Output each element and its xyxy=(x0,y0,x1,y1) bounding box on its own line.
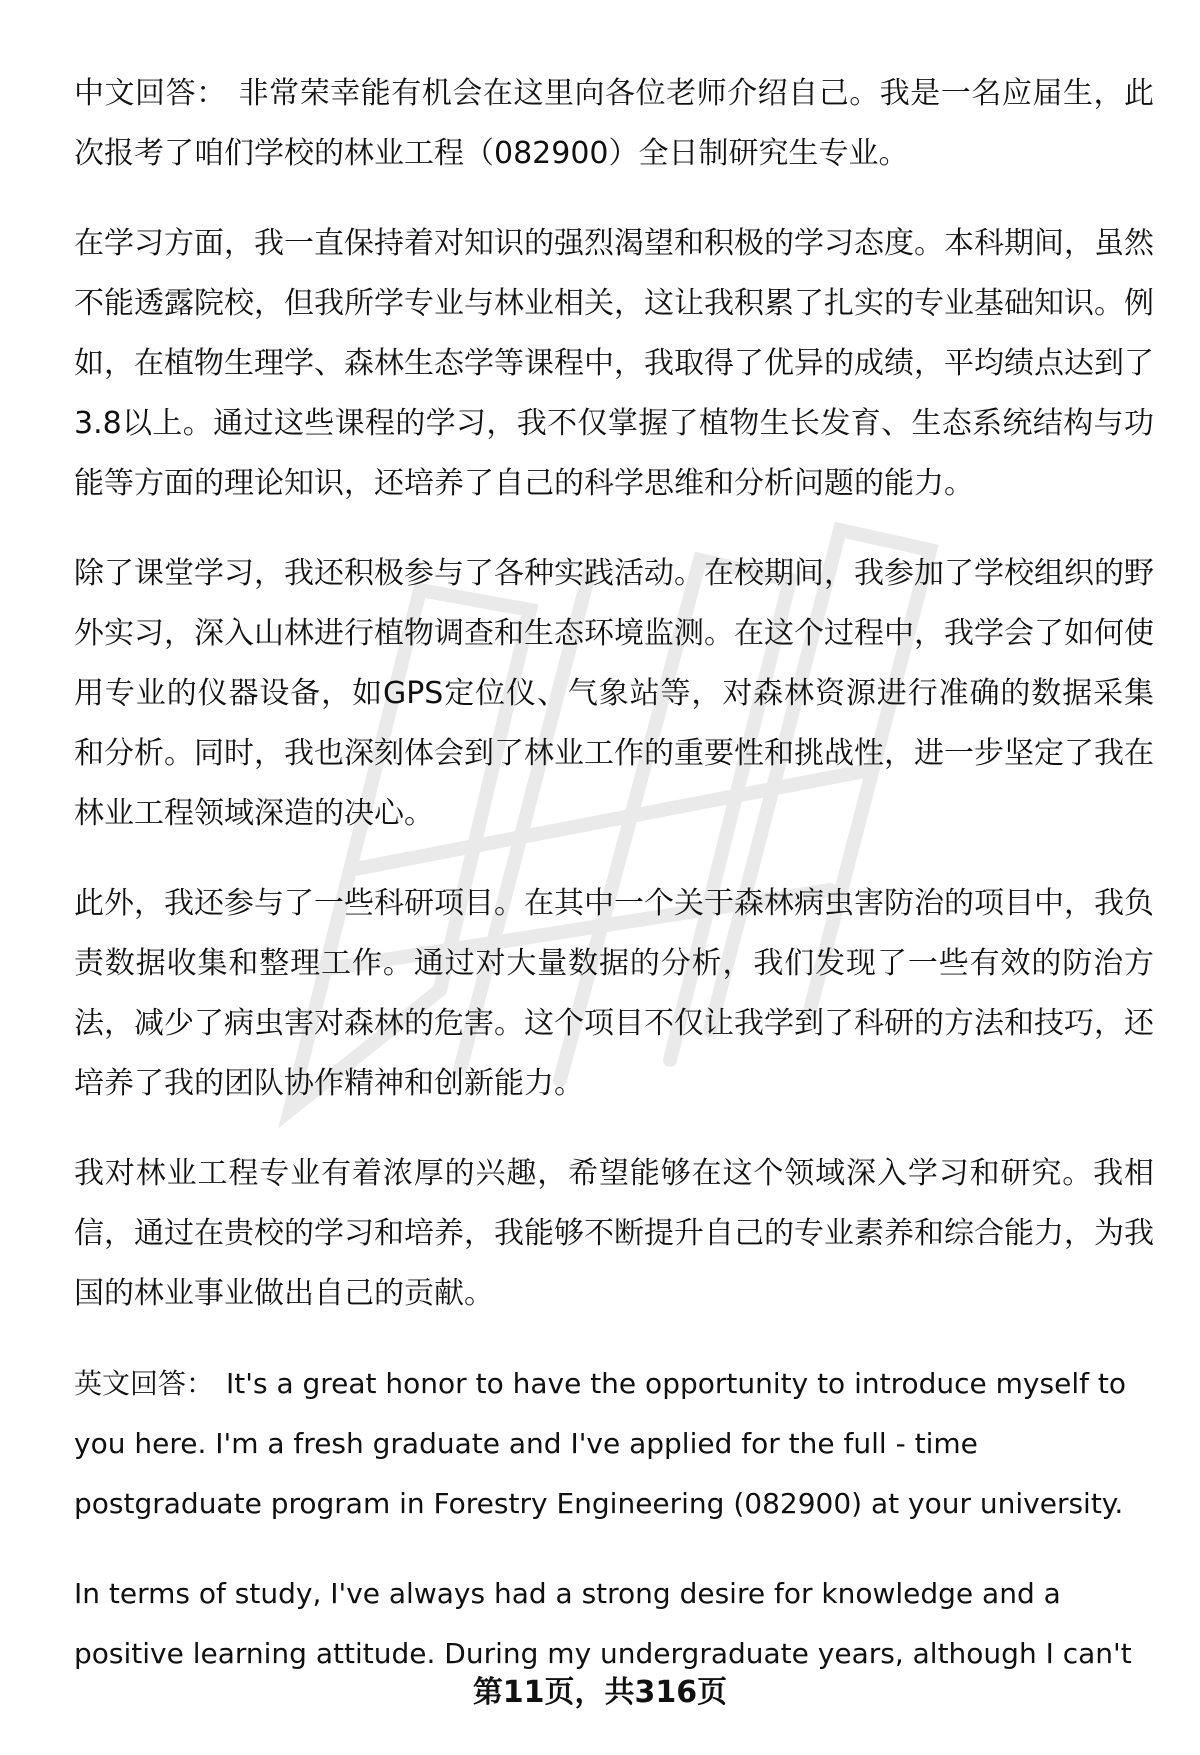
paragraph-study: 在学习方面，我一直保持着对知识的强烈渴望和积极的学习态度。本科期间，虽然不能透露院校，但我所学专业与林业相关，这让我积累了扎实的专业基础知识。例如，在植物生理学、森林生态学等课程中，我取得了优异的成绩，平均绩点达到了3.8以上。通过这些课程的学习，我不仅掌握了植物生长发育、生态系统结构与功能等方面的理论知识，还培养了自己的科学思维和分析问题的能力。 xyxy=(74,226,1154,501)
document-body xyxy=(74,64,1154,1714)
paragraph-english-study: In terms of study, I've always had a strong desire for knowledge and a positive learning attitude. During my undergraduate years, although I can't xyxy=(74,1577,1132,1670)
paragraph-interest: 我对林业工程专业有着浓厚的兴趣，希望能够在这个领域深入学习和研究。我相信，通过在贵校的学习和培养，我能够不断提升自己的专业素养和综合能力，为我国的林业事业做出自己的贡献。 xyxy=(74,1156,1154,1311)
english-answer-label: 英文回答： xyxy=(74,1367,215,1400)
chinese-intro-text: 非常荣幸能有机会在这里向各位老师介绍自己。我是一名应届生，此次报考了咱们学校的林业工程（082900）全日制研究生专业。 xyxy=(74,76,1155,171)
paragraph-research: 此外，我还参与了一些科研项目。在其中一个关于森林病虫害防治的项目中，我负责数据收集和整理工作。通过对大量数据的分析，我们发现了一些有效的防治方法，减少了病虫害对森林的危害。这个项目不仅让我学到了科研的方法和技巧，还培养了我的团队协作精神和创新能力。 xyxy=(74,886,1154,1101)
paragraph-chinese-intro xyxy=(74,64,1154,184)
paragraph-english-intro xyxy=(74,1354,1154,1534)
english-intro-text: It's a great honor to have the opportunity to introduce myself to you here. I'm a fresh graduate and I've applied for the full - time postgraduate program in Forestry Engineering (082900) at your university. xyxy=(74,1367,1126,1520)
page-number: 第11页，共316页 xyxy=(472,1675,728,1710)
paragraph-practice: 除了课堂学习，我还积极参与了各种实践活动。在校期间，我参加了学校组织的野外实习，深入山林进行植物调查和生态环境监测。在这个过程中，我学会了如何使用专业的仪器设备，如GPS定位仪、气象站等，对森林资源进行准确的数据采集和分析。同时，我也深刻体会到了林业工作的重要性和挑战性，进一步坚定了我在林业工程领域深造的决心。 xyxy=(74,556,1154,831)
chinese-answer-label: 中文回答： xyxy=(74,76,227,111)
